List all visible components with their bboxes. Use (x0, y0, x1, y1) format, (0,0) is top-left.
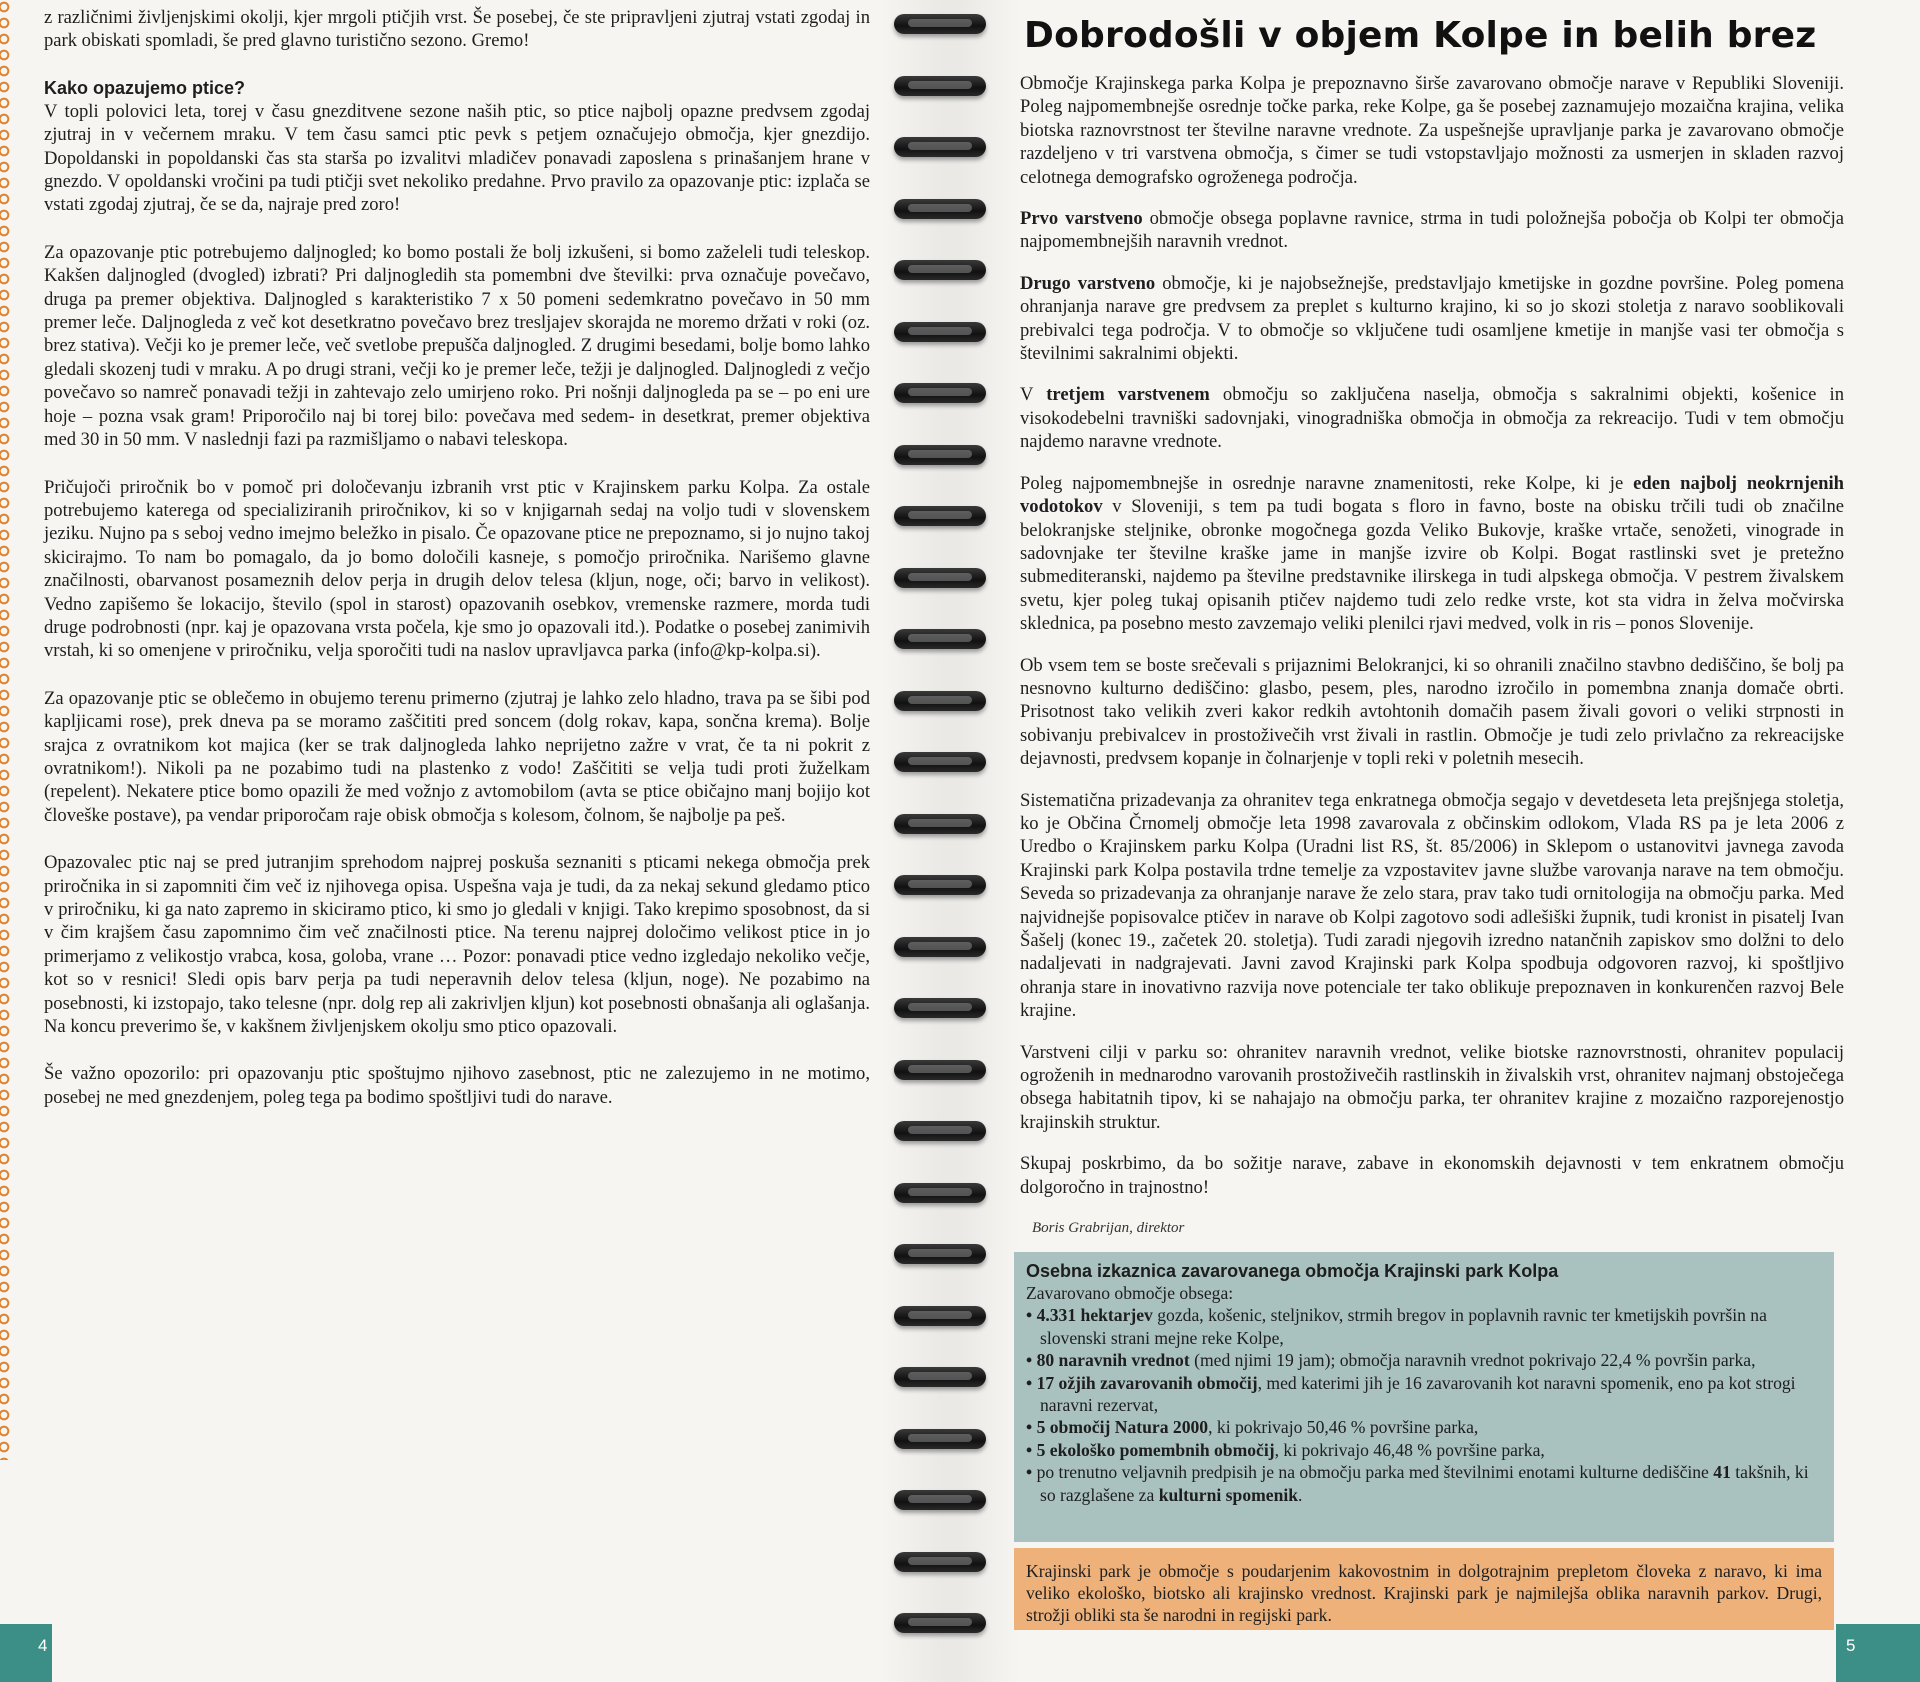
list-item (1026, 1372, 1822, 1417)
spiral-ring (894, 1306, 986, 1326)
paragraph-clothing: Za opazovanje ptic se oblečemo in obujemo terenu primerno (zjutraj je lahko zelo hladno, trava pa se šibi pod kapljicami rose), prek dneva pa se moramo zaščititi pred soncem (dolg rokav, kapa, sončna krema). Bolje srajca z ovratnikom kot majica (ker se trak daljnogleda lahko neprijetno zažre v vrat, če ta ni pokrit z ovratnikom!). Nikoli pa ne pozabimo tudi na plastenko z vodo! Zaščititi se velja tudi proti žuželkam (repelent). Nekatere ptice bomo opazili že med vožnjo z avtomobilom (avta se ptice običajno manj bojijo kot človeške postave), pa vendar priporočam raje obisk območja s kolesom, čolnom, še najbolje pa peš. (44, 687, 870, 826)
paragraph-history: Sistematična prizadevanja za ohranitev tega enkratnega območja segajo v devetdeseta leta prejšnjega stoletja, ko je Občina Črnomelj območje leta 1998 zavarovala z občinskim odlokom, Vlada RS pa je leta 2006 z Uredbo o Krajinskem parku Kolpa (Uradni list RS, št. 85/2006) in Sklepom o ustanovitvi javnega zavoda Krajinski park Kolpa postavila trdne temelje za vzpostavitev javne službe varovanja narave na tem območju. Seveda so prizadevanja za ohranjanje narave že zelo stara, prav tako tudi ornitologija na območju parka. Med najvidnejše popisovalce ptičev in narave ob Kolpi zagotovo sodi adlešiški župnik, tudi kronist in pisatelj Ivan Šašelj (konec 19., začetek 20. stoletja). Tudi zaradi njegovih izredno natančnih zapiskov smo dolžni to delo nadaljevati in nadgrajevati. Javni zavod Krajinski park Kolpa spodbuja odgovoren razvoj, ki spoštljivo ohranja stare in inovativno razvija nove potenciale ter tako oblikuje prepoznaven in konkurenčen razvoj Bele krajine. (1020, 789, 1844, 1022)
list-item (1026, 1461, 1822, 1506)
zone-1-text: območje obsega poplavne ravnice, strma in tudi položnejša pobočja ob Kolpi ter območja najpomembnejših naravnih vrednot. (1020, 208, 1844, 253)
left-page (0, 0, 920, 1682)
paragraph-practice: Opazovalec ptic naj se pred jutranjim sprehodom najprej poskuša seznaniti s pticami nekega območja prek priročnika in si zapomniti čim več iz njihovega opisa. Uspešna vaja je tudi, da za nekaj sekund gledamo ptico v priročniku, ki ga nato zapremo in skiciramo ptico, ki smo jo gledali v knjigi. Tako krepimo sposobnost, da si v čim krajšem času zapomnimo čim več značilnosti ptice. Na terenu najprej določimo velikost ptice in jo primerjamo z velikostjo vrabca, kosa, goloba, vrane … Pozor: ponavadi ptice vedno izgledajo nekoliko večje, kot so v resnici! Sledi opis barv perja pa tudi neperavnih delov telesa (kljun, noge). Ne pozabimo na posebnosti, ki izstopajo, tako telesne (npr. dolg rep ali zakrivljen kljun) kot posebnosti obnašanja ali oglašanja. Na koncu preverimo še, v kakšnem življenjskem okolju smo ptico opazovali. (44, 852, 870, 1038)
item-text: takšnih, ki so razglašene za (1040, 1462, 1809, 1505)
spiral-ring (894, 629, 986, 649)
spiral-ring (894, 506, 986, 526)
page-number-right: 5 (1836, 1624, 1920, 1682)
notebox-text: Krajinski park je območje s poudarjenim kakovostnim in dolgotrajnim prepletom človeka z naravo, ki ima veliko ekološko, biotsko ali krajinsko vrednost. Krajinski park je najmilejša oblika naravnih parkov. Drugi, strožji obliki sta še narodni in regijski park. (1026, 1561, 1822, 1625)
paragraph-zone-1 (1020, 207, 1844, 254)
zone-3-text: območju so zaključena naselja, območja s sakralnimi objekti, košenice in visokodebelni travniški sadovnjaki, vinogradniška območja in območja za rekreacijo. Tudi v tem območju najdemo naravne vrednote. (1020, 384, 1844, 453)
infobox-title: Osebna izkaznica zavarovanega območja Krajinski park Kolpa (1026, 1261, 1559, 1281)
spiral-ring (894, 1367, 986, 1387)
item-text: gozda, košenic, steljnikov, strmih bregov in poplavnih ravnic ter kmetijskih površin na slovenski strani mejne reke Kolpe, (1040, 1305, 1767, 1348)
spiral-ring (894, 1060, 986, 1080)
paragraph-timing: V topli polovici leta, torej v času gnezditvene sezone naših ptic, so ptice najbolj opazne predvsem zgodaj zjutraj in v večernem mraku. V tem času samci ptic pevk s petjem označujejo območja, kjer gnezdijo. Dopoldanski in popoldanski čas sta starša po izvalitvi mladičev ponavadi zaposlena s prinašanjem hrane v gnezdo. V opoldanski vročini pa tudi ptičji svet nekoliko predahne. Prvo pravilo za opazovanje ptic: izplača se vstati zgodaj zjutraj, če se da, najraje pred zoro! (44, 100, 870, 216)
infobox-subtitle: Zavarovano območje obsega: (1026, 1283, 1234, 1303)
spiral-ring (894, 260, 986, 280)
item-text: , ki pokrivajo 46,48 % površine parka, (1274, 1439, 1545, 1460)
paragraph-warning: Še važno opozorilo: pri opazovanju ptic spoštujmo njihovo zasebnost, ptic ne zalezujemo in ne motimo, posebej ne med gnezdenjem, poleg tega pa bodimo spoštljivi tudi do narave. (44, 1063, 870, 1108)
nature-pre: Poleg najpomembnejše in osrednje naravne znamenitosti, reke Kolpe, ki je (1020, 472, 1634, 494)
paragraph-nature (1020, 472, 1844, 636)
right-text-column (1020, 14, 1844, 1240)
spiral-ring (894, 137, 986, 157)
spiral-ring (894, 1121, 986, 1141)
spiral-ring (894, 322, 986, 342)
spiral-ring (894, 1490, 986, 1510)
zone-3-pre: V (1020, 384, 1047, 406)
paragraph-handbook: Pričujoči priročnik bo v pomoč pri določevanju izbranih vrst ptic v Krajinskem parku Kolpa. Za ostale potrebujemo katerega od specializiranih priročnikov, ki so v knjigarnah sedaj na voljo tudi v slovenskem jeziku. Nujno pa s seboj vedno imejmo beležko in pisalo. Če opazovane ptice ne prepoznamo, si jo nujno takoj skicirajmo. To nam bo pomagalo, da jo bomo določili kasneje, s pomočjo priročnika. Narišemo glavne značilnosti, obarvanost posameznih delov perja in drugih delov telesa (kljun, noge, oči; barvo in velikost). Vedno zapišemo še lokacijo, število (spol in starost) opazovanih osebkov, vremenske razmere, morda tudi druge podrobnosti (npr. kaj je opazovana vrsta počela, kje smo jo opazovali itd.). Podatke o posebej zanimivih vrstah, ki so omenjene v priročniku, velja sporočiti tudi na naslov upravljavca parka (info@kp-kolpa.si). (44, 476, 870, 662)
spiral-binding (890, 0, 1000, 1682)
zone-2-label: Drugo varstveno (1020, 272, 1156, 294)
paragraph-zone-2 (1020, 272, 1844, 366)
spiral-ring (894, 445, 986, 465)
spiral-ring (894, 814, 986, 834)
spiral-ring (894, 1429, 986, 1449)
nature-bold: eden najbolj neokrnjenih vodotokov (1020, 472, 1844, 518)
item-bold: kulturni spomenik (1158, 1484, 1299, 1505)
list-item (1026, 1439, 1822, 1461)
zone-3-label: tretjem varstvenem (1046, 384, 1210, 406)
spiral-ring (894, 1613, 986, 1633)
infobox-list (1026, 1304, 1822, 1506)
item-bold: 17 ožjih zavarovanih območij (1036, 1372, 1258, 1393)
spiral-ring (894, 199, 986, 219)
spiral-ring (894, 691, 986, 711)
item-bold: 5 ekološko pomembnih območij (1036, 1439, 1275, 1460)
paragraph-intro: Območje Krajinskega parka Kolpa je prepoznavno širše zavarovano območje narave v Republiki Sloveniji. Poleg najpomembnejše osrednje točke parka, reke Kolpe, ga še posebej zaznamujejo mozaična krajina, velika biotska raznovrstnost ter številne naravne vrednote. Za uspešnejše upravljanje parka je zavarovano območje razdeljeno v tri varstvena območja, s čimer se tudi vstopstavljajo možnosti za usmerjen in skladen razvoj celotnega demografsko ogroženega področja. (1020, 73, 1844, 188)
park-definition-box (1014, 1548, 1834, 1630)
spiral-ring (894, 76, 986, 96)
section-heading: Kako opazujemo ptice? (44, 77, 246, 98)
intro-paragraph: z različnimi življenjskimi okolji, kjer mrgoli ptičjih vrst. Še posebej, če ste pripravljeni zjutraj vstati zgodaj in park obiskati spomladi, še pred glavno turistično sezono. Gremo! (44, 7, 870, 52)
nature-text: v Sloveniji, s tem pa tudi bogata s floro in favno, boste na obisku trčili tudi ob značilne belokranjske steljnike, obronke mogočnega gozda Veliko Bukovje, kraške vrtače, senožeti, vinograde in sadovnjake ter številne kraške jame in manjše izvire ob Kolpi. Bogat rastlinski svet je pretežno submediteranski, najdemo pa številne predstavnike ilirskega in tudi alpskega območja. V pestrem živalskem svetu, kjer poleg tukaj opisanih ptičev najdemo tudi zelo redke vrste, kot sta vidra in želva močvirska sklednica, pa posebno mesto zavzemajo veliki plenilci rjavi medved, volk in ris – ponos Slovenije. (1020, 496, 1844, 635)
signature: Boris Grabrijan, direktor (1032, 1220, 1185, 1237)
item-bold: 41 (1713, 1462, 1731, 1483)
paragraph-binoculars: Za opazovanje ptic potrebujemo daljnogled; ko bomo postali že bolj izkušeni, si bomo zaželeli tudi teleskop. Kakšen daljnogled (dvogled) izbrati? Pri daljnogledih sta pomembni dve številki: prva označuje povečavo, druga pa premer objektiva. Daljnogled s karakteristiko 7 x 50 pomeni sedemkratno povečavo in 50 mm premer leče. Daljnogleda z več kot desetkratno povečavo brez tresljajev skorajda ne moremo držati v roki (oz. brez stativa). Večji ko je premer leče, več svetlobe prepušča daljnogled. Z drugimi besedami, bolje bomo lahko gledali skozenj tudi v mraku. A po drugi strani, večji ko je premer leče, težji je daljnogled. Daljnogledi z večjo povečavo so namreč ponavadi težji in zahtevajo zelo umirjeno roko. Pri nošnji daljnogleda pa se – po eni ure hoje – pozna vsak gram! Priporočilo naj bi torej bilo: povečava med sedem- in desetkrat, premer objektiva med 30 in 50 mm. V naslednji fazi pa razmišljamo o nabavi teleskopa. (44, 241, 870, 451)
paragraph-zone-3 (1020, 383, 1844, 453)
left-text-column (44, 6, 870, 1133)
list-item (1026, 1304, 1822, 1349)
page-number-left: 4 (0, 1624, 52, 1682)
paragraph-closing: Skupaj poskrbimo, da bo sožitje narave, zabave in ekonomskih dejavnosti v tem enkratnem območju dolgoročno in trajnostno! (1020, 1153, 1844, 1198)
park-id-card-box (1014, 1252, 1834, 1542)
item-text: (med njimi 19 jam); območja naravnih vrednot pokrivajo 22,4 % površin parka, (1189, 1350, 1756, 1371)
item-bold: 5 območij Natura 2000 (1036, 1417, 1209, 1438)
item-bold: 4.331 hektarjev (1036, 1305, 1153, 1326)
item-text: po trenutno veljavnih predpisih je na območju parka med številnimi enotami kulturne dediščine (1036, 1462, 1714, 1483)
item-text: , med katerimi jih je 16 zavarovanih kot naravni spomenik, eno pa kot strogi naravni rezervat, (1040, 1372, 1796, 1416)
spiral-ring (894, 752, 986, 772)
spiral-ring (894, 1552, 986, 1572)
spiral-ring (894, 568, 986, 588)
item-text: . (1298, 1484, 1303, 1505)
spiral-ring (894, 998, 986, 1018)
page-title: Dobrodošli v objem Kolpe in belih brez (1024, 15, 1817, 56)
zone-1-label: Prvo varstveno (1020, 208, 1143, 230)
spiral-ring (894, 875, 986, 895)
decorative-border (0, 0, 14, 1460)
item-text: , ki pokrivajo 50,46 % površine parka, (1208, 1417, 1479, 1438)
paragraph-goals: Varstveni cilji v parku so: ohranitev naravnih vrednot, velike biotske raznovrstnosti, ohranitev populacij ogroženih in mednarodno varovanih prostoživečih rastlinskih in živalskih vrst, ohranitev najmanj obstoječega obsega habitatnih tipov, ki se nahajajo na območju parka, ter ohranitev krajine z mozaično razporejenostjo krajinskih struktur. (1020, 1041, 1844, 1133)
spiral-ring (894, 937, 986, 957)
zone-2-text: območje, ki je najobsežnejše, predstavljajo kmetijske in gozdne površine. Poleg pomena ohranjanja narave gre predvsem za preplet s kulturno krajino, ki so jo skozi stoletja z naravo sooblikovali prebivalci tega področja. V to območje so vključene tudi osamljene kmetije in manjše vasi ter območja s številnimi sakralnimi objekti. (1020, 272, 1844, 365)
list-item (1026, 1416, 1822, 1438)
spiral-ring (894, 1244, 986, 1264)
spiral-ring (894, 14, 986, 34)
list-item (1026, 1349, 1822, 1371)
paragraph-people: Ob vsem tem se boste srečevali s prijaznimi Belokranjci, ki so ohranili značilno stavbno dediščino, še bolj pa nesnovno kulturno dediščino: glasbo, pesem, ples, narodno izročilo in pomembna znanja domače obrti. Prisotnost tako velikih zveri kakor redkih avtohtonih domačih pasem živali govori o veliki strpnosti in sobivanju prebivalcev in prostoživečih vrst živali in rastlin. Območje je tudi zelo privlačno za rekreacijske dejavnosti, predvsem kopanje in čolnarjenje v topli reki v poletnih mesecih. (1020, 654, 1844, 770)
spiral-ring (894, 383, 986, 403)
spiral-ring (894, 1183, 986, 1203)
item-bold: 80 naravnih vrednot (1036, 1350, 1190, 1371)
